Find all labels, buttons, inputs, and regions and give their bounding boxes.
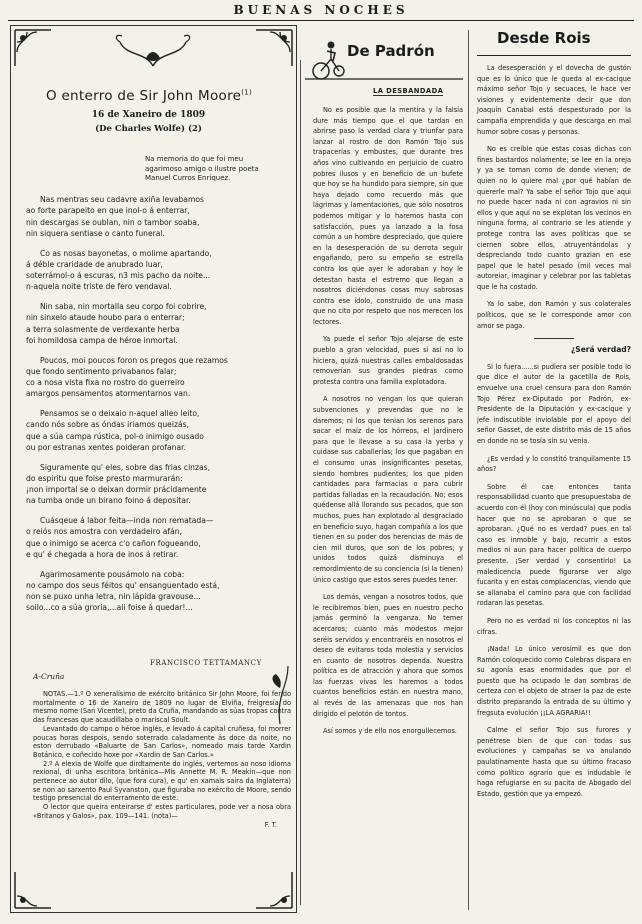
- poem-line: non se puxo unha letra, nin lápida gravouse...: [26, 592, 201, 601]
- note-paragraph: Levantado do campo o héroe inglés, e levado á capital cruñesa, foi morrer poucas horas despois, sendo soterrado caladamente ás doce da noite, no eston derrubado «Baluarte de San Carlos», nomeado mais tarde Xardin Botánico, e coñecido hoxe por «Xardin de San Carlos.»: [33, 724, 291, 759]
- corner-ornament-bottom-left: [13, 870, 53, 910]
- poem-line: soterrámol-o á escuras, n3 mis pacho da noite...: [26, 271, 211, 280]
- note-paragraph: NOTAS.—1.º O xeneralísimo de exército británico Sir John Moore, foi ferido mortalmente o 16 de Xaneiro de 1809 no lugar de Elviña, freigresía do mesmo nome (San Vicente), preto da Cruña, mandando as súas tropas contra das francesas que acaudillaba o mariscal Soult.: [33, 690, 291, 725]
- poem-stanza: [26, 408, 292, 453]
- poem-line: que a súa campa rústica, pol-o inimigo ousado: [26, 431, 204, 441]
- poem-line: Pensamos se o deixaio n-aquel alleo leito,: [40, 409, 200, 418]
- poem-line: nin siquera sentiase o canto funeral.: [26, 228, 165, 238]
- poem-notes: [33, 690, 291, 829]
- column-divider: [300, 60, 301, 905]
- article-paragraph: Si lo fuera......si pudiera ser posible todo lo que dice el autor de la gacetilla de Rois, envuelve una cruel censura para don Ramón Tojo Pérez ex-Diputado por Padrón, ex-Presidente de la Diputación y ex-cacique y jefe indiscutible inviolable por el apoyo del señor Gasset, de este distrito más de 15 años en donde no se tosía sin su venia.: [477, 362, 631, 445]
- note-paragraph: 2.º A elexia de Wolfe que dirdtamente do inglés, vertemos ao noso idioma rexional, di unha escritora británica—Mis Annette M. R. Meakin—que non pertenece ao autor dilo, (que fora cura), e qu' en xamais saira da Inglaterra) se non ao sarxento Paul Syvanston, que figuraba no exército de Moore, sendo testigo presencial do enterramento de este.: [33, 759, 291, 803]
- poem-place: A-Cruña: [33, 672, 65, 681]
- poem-line: que fondo sentimento privabanos falar;: [26, 366, 177, 376]
- poem-stanza: [26, 194, 292, 239]
- poem-line: no campo dos seus féitos qu' ensanguentado está,: [26, 580, 220, 590]
- section-rule: [534, 338, 574, 339]
- poem-line: ¡non importal se o deixan dormir prácidamente: [26, 485, 207, 494]
- poem-line: a terra solasmente de verdexante herba: [26, 324, 180, 334]
- poem-line: ou por estranas xentes poideran profanar.: [26, 442, 186, 452]
- poem-date: 16 de Xaneiro de 1809: [91, 110, 206, 120]
- poem-stanza: [26, 462, 292, 507]
- section-subheading: ¿Será verdad?: [570, 345, 631, 355]
- corner-ornament-bottom-right: [254, 870, 294, 910]
- article-paragraph: Ya puede el señor Tojo alejarse de este pueblo a gran velocidad, pues si así no lo hiciera, quizá nuestras calles embaldosadas removerían sus grandes piedras como protesta contra una familia explotadora.: [313, 335, 463, 386]
- column-divider: [468, 30, 469, 910]
- article-subtitle: LA DESBANDADA: [373, 87, 444, 95]
- poem-line: Nin saba, nin mortalla seu corpo foi cobrire,: [40, 302, 207, 311]
- poem-line: Co as nosas bayonetas, o molime apartando,: [40, 248, 212, 258]
- corner-ornament-top-right: [254, 28, 294, 68]
- article-paragraph: ¿Es verdad y lo constitó tranquilamente 15 años?: [477, 454, 631, 474]
- article-de-padron: [303, 25, 465, 913]
- article-paragraph: Pero no es verdad ni los conceptos ni las cifras.: [477, 616, 631, 636]
- dedication-line: Na memoria do que foi meu: [145, 155, 244, 163]
- dedication-line: agarimoso amigo o ilustre poeta: [145, 164, 259, 173]
- poem-stanza: [26, 301, 292, 346]
- article-title: Desde Rois: [497, 29, 591, 47]
- article-paragraph: ¡Nada! Lo único verosímil es que don Ramón coloquecido como Culebras dispara en su agonía esas enormidades que por el puesto que ha ocupado le dan sombras de certeza con el objeto de atraer la paz de este distrito preparando la entrada de su último y fregsuta evolución ¡¡LA AGRARIA!!: [477, 645, 631, 717]
- article-paragraph: A nosotros no vengan los que quieran subvenciones y prevendas que no le daremos; ni los que tenian los serenos para sacar el maíz de los hórreos, el jardinero para que le llevase a su casa la yerba y cuidase sus caballerías; los que pagaban en el consumo unas insignificantes pesetas, siendo hombres pudientes; los que piden cantidades para farmacias o para cubrir partidas falladas en la recaudación. No; esos quédense allá llorando sus pecados, que son muchos, pues han explotado al desgraciado en beneficio suyo, hagan compañía a los que tienen en su poder dos herencias de más de cien mil duros, que son de los pobres; y unidos todos quizá disminuya el remordimiento de su conciencia (si la tienen) único castigo que estos seres puedes tener.: [313, 395, 463, 584]
- poem-line: Cuásqeue á labor feita—inda non rematada—: [40, 516, 214, 525]
- poem-line: e qu' é chegada a hora de inos á retirar.: [26, 549, 179, 559]
- poem-line: n-aquela noite triste de fero vendaval.: [26, 282, 172, 292]
- poem-attribution: (De Charles Wolfe) (2): [95, 124, 202, 134]
- poem-line: soilo...co a súa groria,...ali foise á quedar!...: [26, 603, 193, 613]
- article-title: De Padrón: [347, 42, 435, 60]
- poem-line: á déble craridade de anubrado luar,: [26, 259, 163, 269]
- poem-line: do espiritu que foise presto marmurarán:: [26, 473, 183, 483]
- note-paragraph: O lector que queira enteirarse d' estes particulares, pode ver a nosa obra «Britanos y Galos», pax. 109—141. (nota)—: [33, 803, 291, 820]
- poem-line: foi homildosa campa de héroe inmortal.: [26, 335, 178, 345]
- poem-signature: FRANCISCO TETTAMANCY: [150, 659, 262, 667]
- poem-line: o reiós nos amostra con verdadeiro afán,: [26, 527, 182, 537]
- article-paragraph: Así somos y de ello nos enorgullecemos.: [323, 727, 457, 736]
- article-body: [313, 105, 463, 744]
- dedication: [145, 155, 285, 184]
- poem-line: nin descargas se oublan, nin o tambor soaba,: [26, 217, 200, 227]
- article-body: [477, 63, 631, 806]
- poem-line: co a nosa vista fixa no rostro do guerreiro: [26, 378, 185, 387]
- poem-stanza: [26, 248, 292, 293]
- poem-line: que o inimigo se acerca c'o cañon fogueando,: [26, 538, 201, 548]
- poem-line: Agarimosamente pousámolo na coba:: [40, 569, 185, 579]
- poem-title: O enterro de Sir John Moore$^{(1)}$: [45, 88, 253, 104]
- poem-line: cando nós sobre as óndas iriamos queizás,: [26, 420, 189, 430]
- article-paragraph: Sobre él cae entonces tanta responsabilidad cuanto que presupuestaba de acuerdo con él (hoy con minúscula) que podía hacer que no se aprobaran o que se aprobaran. ¿Qué no es verdad? pues en tal caso es inmoble y bajo, recurrir a estos medios ni aun para hacer política de cuerpo presente. ¡Ser verdad y consentirlo! La maledicencia puede figurarse ver algo fucarita y en estas complacencias, viendo que se allanaba el camino para que con facilidad rodaran las pesetas.: [477, 482, 631, 608]
- article-paragraph: No es posible que la mentira y la falsía dure más tiempo que el que tardan en abrirse paso la verdad clara y triunfar para lanzar al rostro de don Ramón Tojo sus trapacerías y embustes, que durante tres años vino cultivando en perjuicio de cuatro pobres ilusos y en beneficio de un bufete que hoy se ha hundido para siempre, sin que haya dejado como recuerdo más que lágrimas y lamentaciones, que sólo nosotros podemos mitigar y lo haremos hasta con satisfacción, pues ya lanzado a la fosa común a un hombre despreciado, que quiere en la desesperación de su derrota seguir engañando, pero su empeño se estrella contra los que ayer le adoraban y hoy le detestan hasta el estremo que llegan a nosotros diciéndonos cosas muy sabrosas contra ese ídolo, construido de una masa que no cito por respeto que nos merecen los lectores.: [313, 106, 463, 326]
- poem-line: Nas mentras seu cadavre axiña levabamos: [40, 195, 204, 204]
- article-paragraph: Ya lo sabe, don Ramón y sus colaterales políticos, que se le corresponde amor con amor se paga.: [477, 300, 631, 330]
- article-paragraph: La desesperación y el dovecha de gustón que es lo único que le queda al ex-cacique máximo señor Tojo y secuaces, le hace ver visiones y evidentemente decir que don Joaquín Canabal está despesturado por la campaña emprendida y que descarga en mal humor sobre cosas y personas.: [477, 64, 631, 136]
- article-desde-rois: [472, 25, 636, 913]
- notes-signature: F. T.: [264, 820, 277, 829]
- poem-stanza: [26, 515, 292, 560]
- title-rule: [477, 55, 631, 56]
- header-vine-ornament: [106, 32, 201, 70]
- article-paragraph: Calme el señor Tojo sus furores y penétrese bien de que con todas sus evoluciones y campañas se va anulando paulatinamente hasta que su último fracaso como político agrario que es indudable le haga refugiarse en su pacita de Abogado del Estado, gestión que ya empezó.: [477, 726, 631, 798]
- poem-body: [26, 194, 292, 622]
- poem-line: na tumba onde un birano foino á depositar.: [26, 496, 191, 506]
- masthead-title: BUENAS NOCHES: [233, 3, 409, 17]
- dedication-line: Manuel Curros Enríquez.: [145, 174, 231, 182]
- poem-line: ao forte parapeito en que inol-o á enterrar,: [26, 206, 190, 216]
- corner-ornament-top-left: [13, 28, 53, 68]
- poem-line: nin sinxelo ataude houbo para o enterrar;: [26, 313, 185, 323]
- poem-line: Poucos, moi poucos foron os pregos que rezamos: [40, 355, 228, 365]
- poem-line: Siguramente qu' eles, sobre das frias cinzas,: [40, 462, 210, 472]
- title-footnote-mark: (1): [241, 88, 253, 97]
- article-paragraph: No es creíble que estas cosas dichas con fines bastardos nolamente; se lee en la oreja y ya se toman como de donde vienen; de quien no lo quiere mal ¿por qué habían de quererle mal? Ya sabe el señor Tojo que aqui no puede hacer nada ni con agravios ni sin ellos y que aquí no se explotan los vecinos en ninguna forma, al contrario se les atiende y protege contra las aves políticas que se ciernen sobre ellos, atruyentándolas y despreciando todo cuanto grazian en ese papel que le hatel pesado (mil veces mal autoreiar, imaginar y celebrar por las tabletas que le ha costado.: [477, 145, 631, 291]
- poem-stanza: [26, 355, 292, 400]
- article-paragraph: Los demás, vengan a nosotros todos, que le recibiremos bien, pues en nuestro pecho jamás germinó la venganza. No temer acercaros; cuanto más modestos mejor seréis servidos y encontraréis en nosotros el deseo de evitaros toda molestia y servicios en cuanto de nosotros dependa. Nuestra política es de atracción y ahora que somos las fuerzas vivas les haremos a todos cuantos beneficios están en nuestra mano, al revés de las amenazas que nos han dirigido el pelotón de tontos.: [313, 593, 463, 718]
- poem-stanza: [26, 569, 292, 614]
- newspaper-masthead: [8, 2, 634, 21]
- poem-line: amargos pensamentos atormentarnos van.: [26, 389, 191, 399]
